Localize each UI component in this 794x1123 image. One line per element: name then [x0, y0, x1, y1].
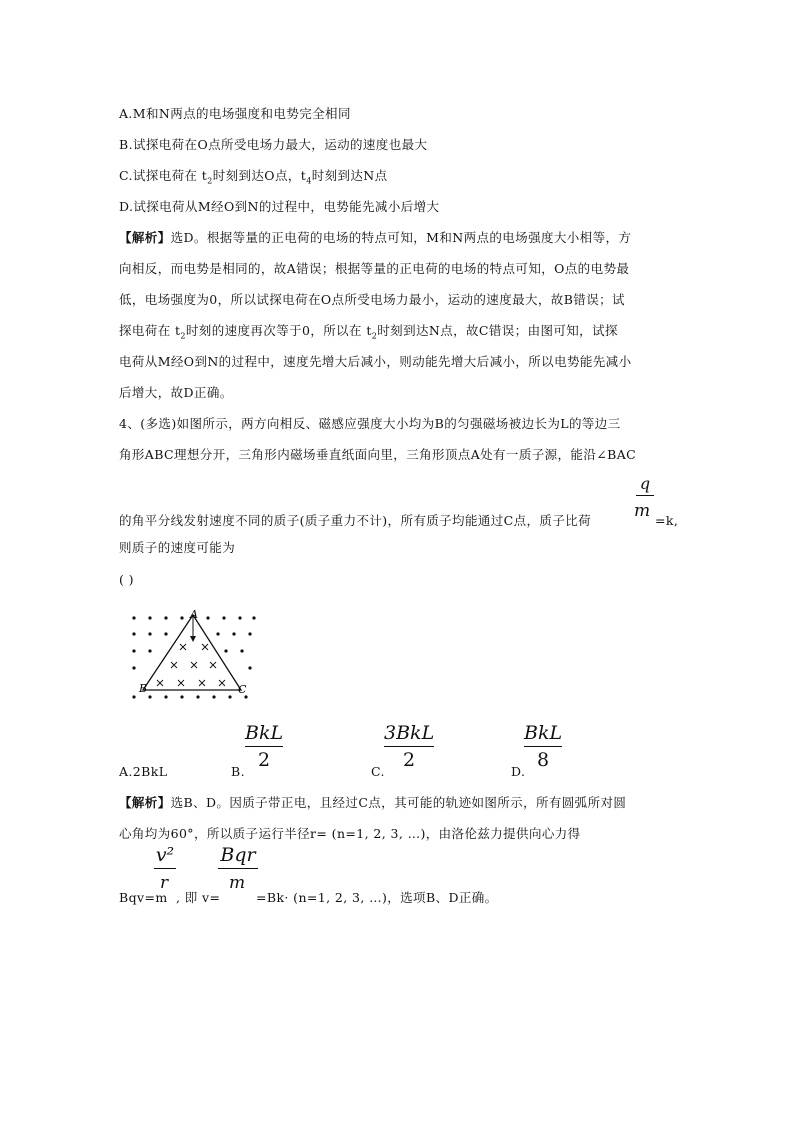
q3-analysis-line-4c: 时刻到达N点，故C错误；由图可知，试探: [377, 323, 618, 338]
q4-stem-line-2: 角形ABC理想分开，三角形内磁场垂直纸面向里，三角形顶点A处有一质子源，能沿∠BAC: [119, 447, 637, 462]
analysis-tag: 【解析】: [119, 230, 171, 245]
q4-analysis-line-1: [119, 795, 626, 811]
opt-c-bar: [384, 746, 434, 747]
opt-d-num: BkL: [524, 722, 563, 744]
eq-fraction-bqr-m: [218, 844, 258, 871]
q3-option-c-part1: C.试探电荷在 t: [119, 168, 208, 183]
q3-option-d: D.试探电荷从M经O到N的过程中，电势能先减小后增大: [119, 199, 440, 214]
q3-analysis-line-5: 电荷从M经O到N的过程中，速度先增大后减小，则动能先增大后减小，所以电势能先减小: [119, 354, 632, 369]
eq-frac2-den: m: [229, 873, 246, 893]
eq-part-a: Bqv=m: [119, 890, 168, 905]
q4-stem-line-3-text: 的角平分线发射速度不同的质子(质子重力不计)，所有质子均能通过C点，质子比荷: [119, 513, 592, 528]
stem-frac-bar: [636, 495, 654, 496]
q4-analysis-text-1: 选B、D。因质子带正电，且经过C点，其可能的轨迹如图所示，所有圆弧所对圆: [170, 795, 627, 810]
q3-option-a: A.M和N两点的电场强度和电势完全相同: [119, 106, 351, 121]
q4-option-c-label: C.: [371, 764, 385, 779]
q4-stem-line-1: 4、(多选)如图所示，两方向相反、磁感应强度大小均为B的匀强磁场被边长为L的等边三: [119, 416, 621, 431]
q4-stem-line-3: [119, 513, 591, 529]
q3-option-c: [119, 168, 388, 190]
q3-analysis-line-4a: 探电荷在 t: [119, 323, 181, 338]
eq-frac2-num: Bqr: [220, 844, 256, 866]
q3-analysis-line-2: 向相反，而电势是相同的，故A错误；根据等量的正电荷的电场的特点可知，O点的电势最: [119, 261, 630, 276]
q3-analysis-line-3: 低，电场强度为0，所以试探电荷在O点所受电场力最小，运动的速度最大，故B错误；试: [119, 292, 625, 307]
opt-c-den: 2: [402, 749, 416, 771]
opt-d-bar: [524, 746, 562, 747]
q4-option-a: A.2BkL: [119, 764, 168, 779]
q4-stem-fraction: [636, 474, 654, 498]
eq-fraction-v2-r: [154, 844, 176, 871]
vertex-label-b: B: [139, 682, 148, 695]
q3-option-c-part2: 时刻到达O点，t: [212, 168, 307, 183]
q4-stem-line-3-tail: =k,: [655, 513, 679, 528]
q3-analysis-line-6: 后增大，故D正确。: [119, 385, 233, 400]
q3-option-c-sub1: 2: [207, 176, 213, 186]
opt-b-den: 2: [257, 749, 271, 771]
q4-option-d-fraction: [524, 722, 562, 771]
q4-option-b-label: B.: [231, 764, 245, 779]
eq-frac1-num: v²: [155, 844, 175, 866]
eq-frac1-bar: [154, 868, 176, 869]
stem-frac-num: q: [639, 474, 651, 493]
eq-part-c: =Bk· (n=1, 2, 3, …)，选项B、D正确。: [256, 890, 498, 905]
opt-c-num: 3BkL: [384, 722, 435, 744]
opt-b-bar: [245, 746, 283, 747]
opt-b-num: BkL: [245, 722, 284, 744]
arrow-head: [190, 636, 196, 642]
magnetic-field-triangle-figure: [128, 606, 258, 702]
eq-part-b: , 即 v=: [176, 890, 221, 905]
into-page-field-crosses: [157, 644, 225, 686]
eq-frac2-bar: [218, 868, 258, 869]
q4-analysis-line-2: 心角均为60°，所以质子运行半径r= (n=1, 2, 3, …)，由洛伦兹力提供向心力得: [119, 826, 581, 841]
q3-analysis-line-4-sub2: 2: [371, 331, 378, 341]
analysis-tag: 【解析】: [119, 795, 171, 810]
q3-analysis-line-4b: 时刻的速度再次等于0，所以在 t: [185, 323, 372, 338]
q3-analysis-line-4-sub1: 2: [180, 331, 186, 341]
vertex-label-c: C: [238, 683, 247, 696]
q4-option-d-label: D.: [511, 764, 526, 779]
stem-frac-den: m: [634, 501, 651, 521]
answer-paren: ( ): [119, 572, 134, 587]
eq-frac1-den: r: [160, 873, 169, 893]
q3-analysis-line-1: [119, 230, 631, 246]
vertex-label-a: A: [190, 608, 198, 621]
q3-analysis-line-4: [119, 323, 618, 345]
q4-option-c-fraction: [384, 722, 434, 771]
q4-option-b-fraction: [245, 722, 283, 771]
q3-analysis-text-1: 选D。根据等量的正电荷的电场的特点可知，M和N两点的电场强度大小相等，方: [170, 230, 632, 245]
q3-option-c-part3: 时刻到达N点: [311, 168, 388, 183]
q4-stem-line-4: 则质子的速度可能为: [119, 540, 236, 555]
opt-d-den: 8: [536, 749, 550, 771]
q3-option-b: B.试探电荷在O点所受电场力最大，运动的速度也最大: [119, 137, 428, 152]
q3-option-c-sub2: 4: [306, 176, 312, 186]
